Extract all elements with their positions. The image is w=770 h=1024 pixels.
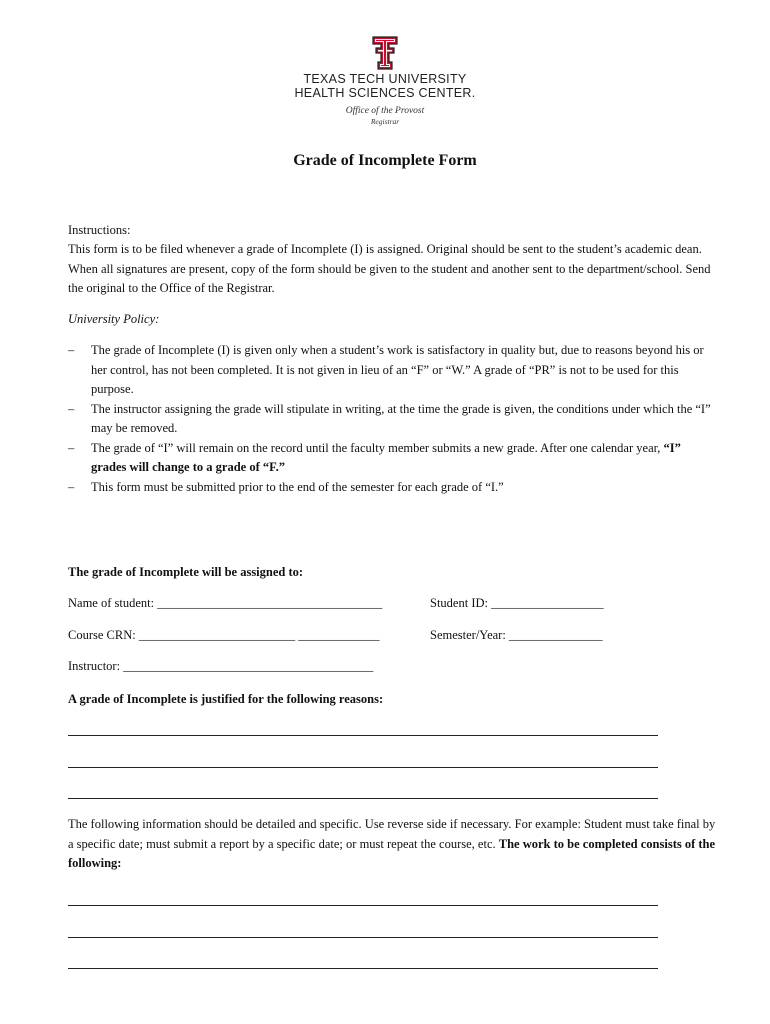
policy-list (68, 341, 718, 497)
double-t-logo-icon (372, 36, 398, 70)
instructions-label: Instructions: (68, 223, 131, 237)
work-instructions-bold: The work to be completed consists of the following: (68, 836, 716, 870)
work-line[interactable] (68, 968, 658, 969)
work-line[interactable] (68, 937, 658, 938)
justification-section-title: A grade of Incomplete is justified for the following reasons: (68, 692, 384, 706)
student-name-field[interactable]: Name of student: ____________________________________ (68, 596, 383, 610)
policy-item-bold: “I” grades will change to a grade of “F.” (91, 440, 681, 474)
bullet-dash: – (68, 401, 75, 416)
letterhead (0, 36, 770, 126)
work-instructions (68, 815, 718, 874)
course-crn-field[interactable]: Course CRN: _________________________ _____________ (68, 628, 380, 642)
work-instructions-text: The following information should be detailed and specific. Use reverse side if necessary. For example: Student must take final by a specific date; must submit a report by a specific date; or must repeat the course, etc. (68, 817, 716, 851)
course-row (68, 626, 718, 646)
student-id-field[interactable]: Student ID: __________________ (430, 596, 604, 610)
reason-line[interactable] (68, 767, 658, 768)
policy-item (68, 341, 718, 400)
policy-item (68, 439, 718, 478)
bullet-dash: – (68, 440, 75, 455)
subunit-name: Registrar (370, 117, 400, 126)
instructions-body: This form is to be filed whenever a grade of Incomplete (I) is assigned. Original should be sent to the student’s academic dean. When all signatures are present, copy of the form should be given to the student and another sent to the department/school. Send the original to the Office of the Registrar. (68, 242, 711, 295)
policy-item-text: This form must be submitted prior to the end of the semester for each grade of “I.” (91, 479, 504, 494)
reason-line[interactable] (68, 735, 658, 736)
assignment-section-title: The grade of Incomplete will be assigned to: (68, 565, 304, 579)
institution-subname: HEALTH SCIENCES CENTER. (294, 86, 476, 100)
policy-item-text: The grade of Incomplete (I) is given only when a student’s work is satisfactory in quality but, due to reasons beyond his or her control, has not been completed. It is not given in lieu of an “F” or “W.” A grade of “PR” is not to be used for this purpose. (91, 343, 704, 396)
instructor-field[interactable]: Instructor: ________________________________________ (68, 659, 374, 673)
policy-item-text: The instructor assigning the grade will stipulate in writing, at the time the grade is given, the conditions under which the “I” may be removed. (91, 401, 711, 435)
student-row (68, 594, 718, 614)
policy-item (68, 478, 718, 498)
instructor-row (68, 657, 718, 677)
bullet-dash: – (68, 479, 75, 494)
work-line[interactable] (68, 905, 658, 906)
policy-item (68, 400, 718, 439)
semester-year-field[interactable]: Semester/Year: _______________ (430, 628, 603, 642)
reason-line[interactable] (68, 798, 658, 799)
policy-label: University Policy: (68, 312, 160, 326)
office-name: Office of the Provost (345, 106, 425, 116)
policy-item-text: The grade of “I” will remain on the record until the faculty member submits a new grade. After one calendar year, (91, 440, 664, 455)
bullet-dash: – (68, 343, 75, 357)
form-title: Grade of Incomplete Form (293, 152, 477, 169)
institution-name: TEXAS TECH UNIVERSITY (303, 72, 467, 86)
